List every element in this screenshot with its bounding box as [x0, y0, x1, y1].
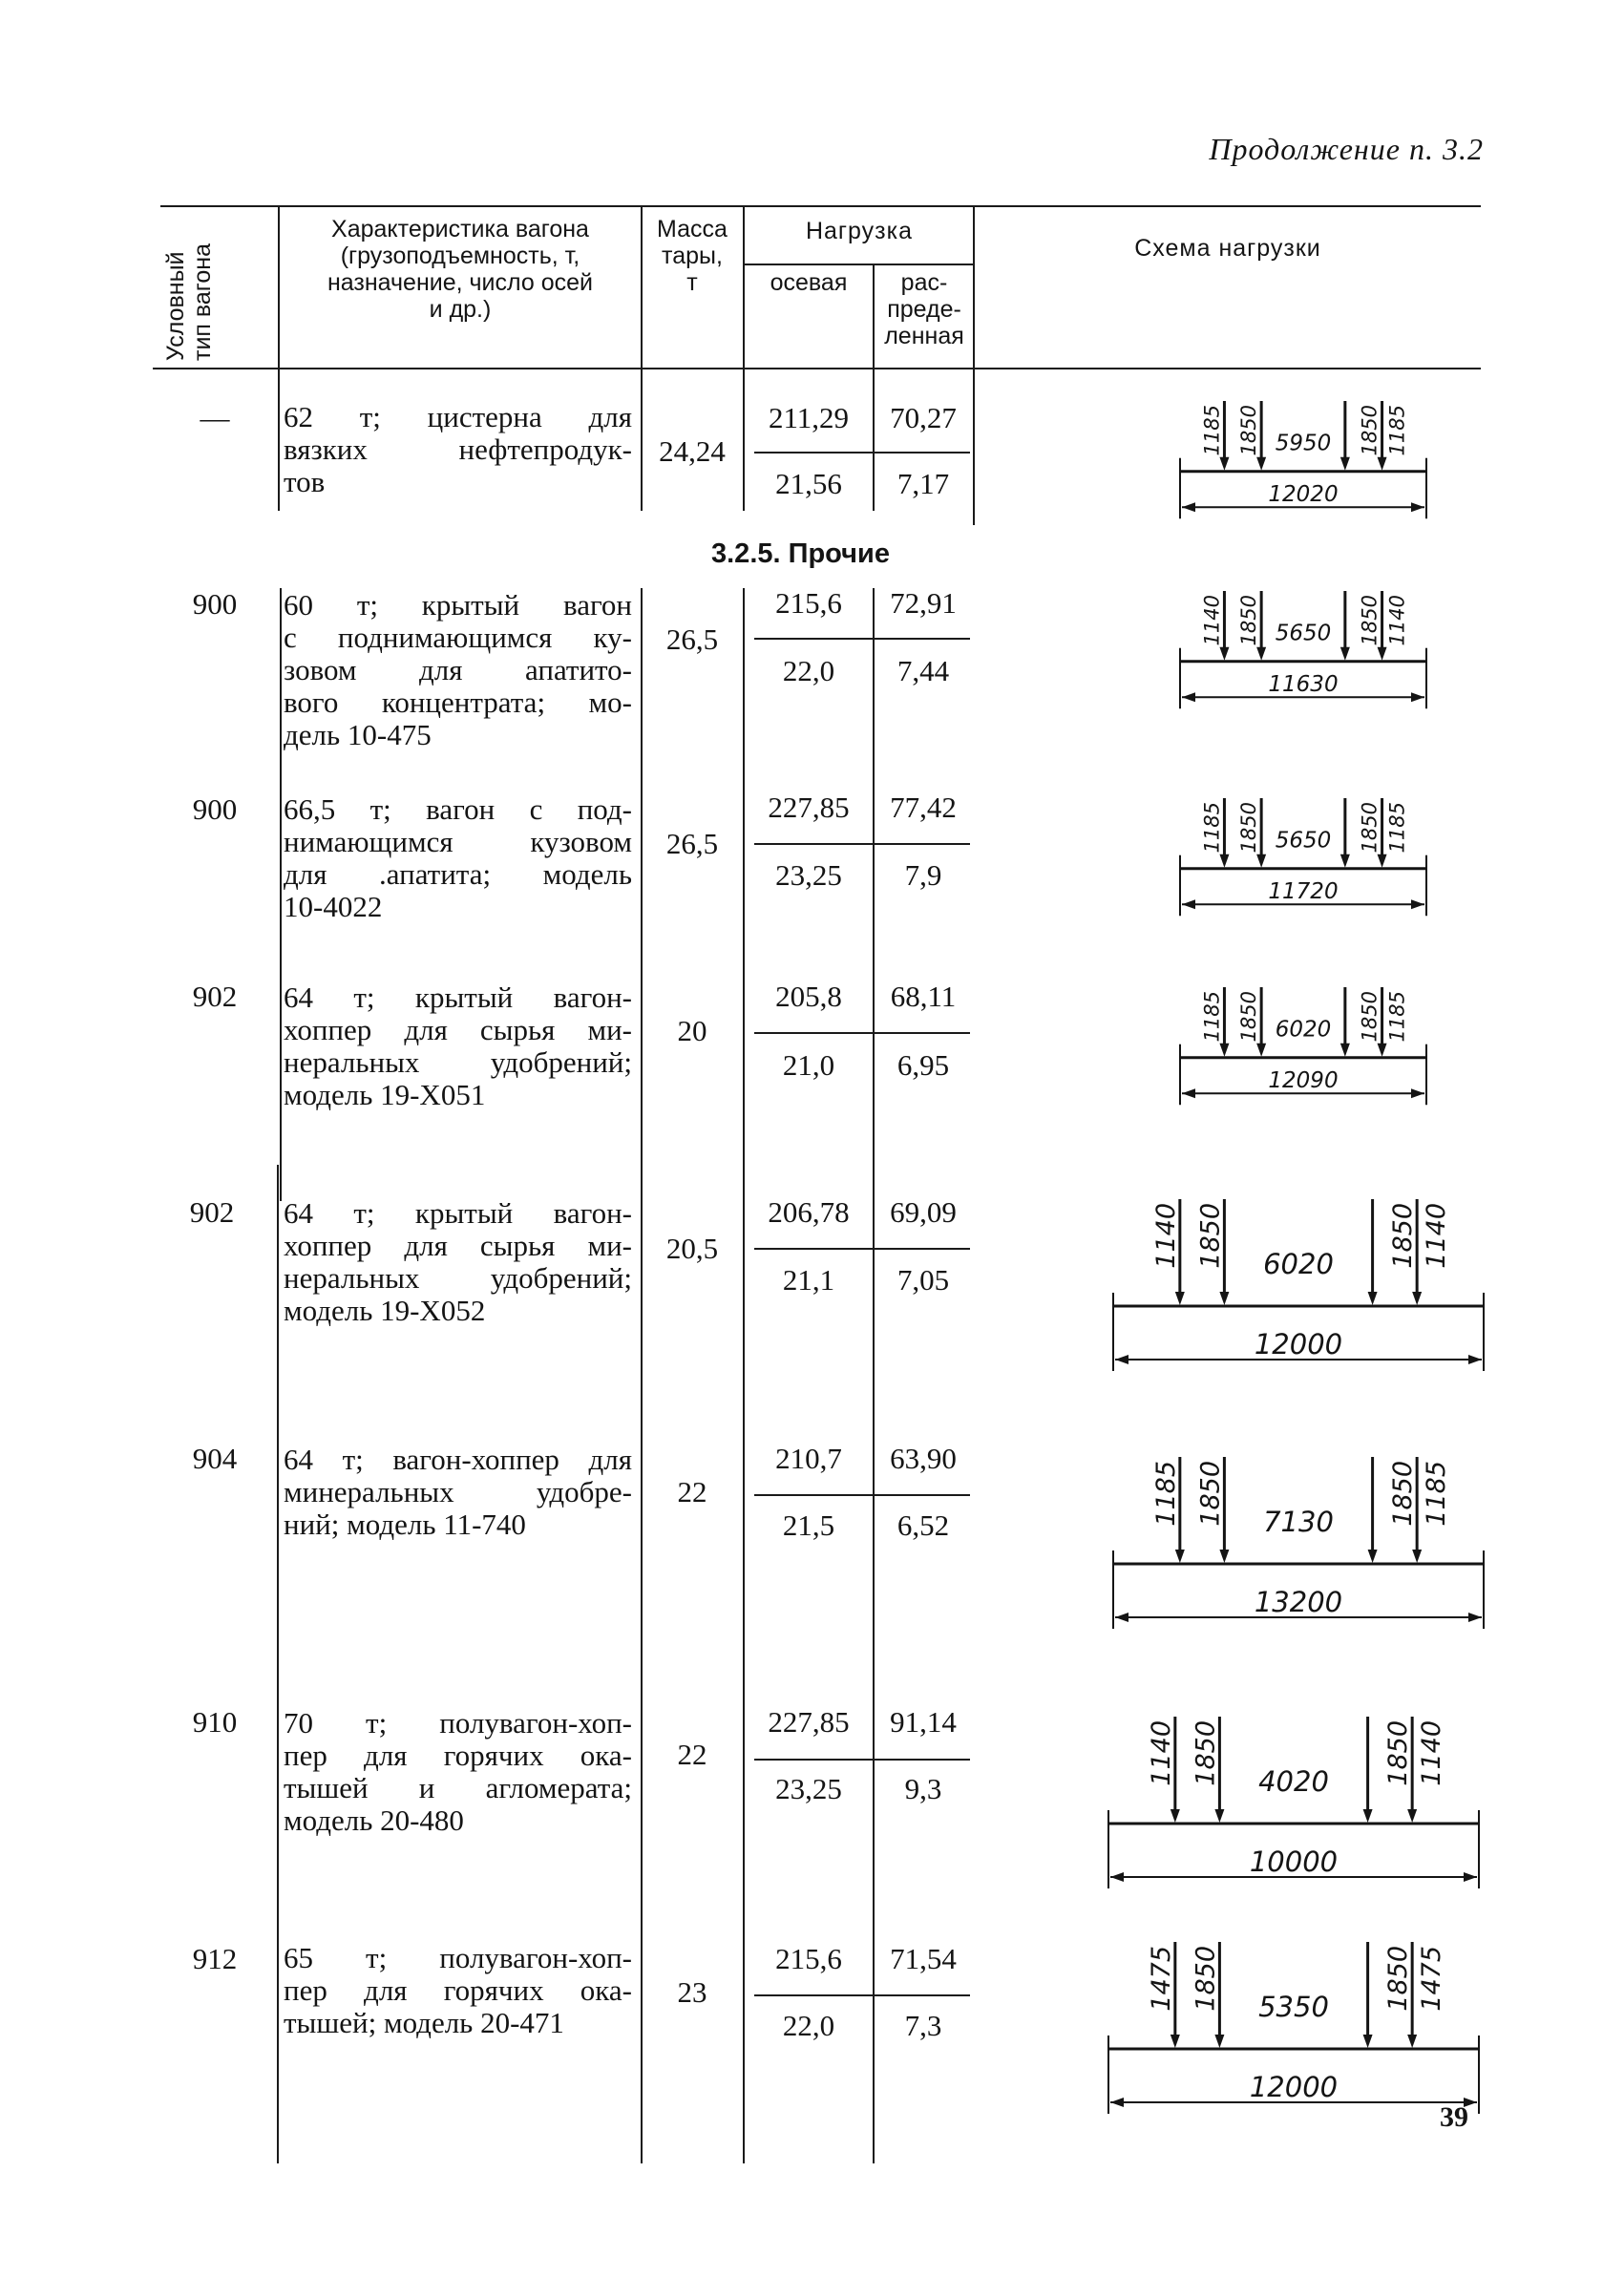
scheme-base-label: 1850 — [1383, 1720, 1414, 1786]
row-dist-top: 72,91 — [890, 586, 957, 620]
header-char-line-3: назначение, число осей — [327, 269, 594, 296]
scheme-dim-arrow-right — [1411, 899, 1424, 909]
scheme-load-arrowhead — [1340, 1044, 1350, 1057]
scheme-base-label: 1850 — [1191, 1946, 1221, 2012]
row-mass: 20 — [677, 1014, 707, 1047]
scheme-load-arrowhead — [1340, 854, 1350, 868]
row-mass: 20,5 — [665, 1232, 719, 1265]
scheme-end-label: 1185 — [1200, 405, 1224, 456]
load-scheme — [1107, 1195, 1489, 1386]
header-char-line-1: Характеристика вагона — [331, 216, 589, 243]
row-description — [284, 793, 632, 923]
col-sep-desc-1 — [278, 368, 280, 511]
scheme-dim-arrow-left — [1182, 1088, 1195, 1098]
scheme-end-label: 1140 — [1150, 1203, 1181, 1269]
row-axial-bottom: 21,0 — [782, 1048, 835, 1082]
scheme-center-label: 5650 — [1275, 828, 1332, 854]
desc-line: 60 т; крытый вагон — [284, 588, 632, 622]
row-dist-bottom: 7,17 — [896, 467, 950, 500]
scheme-dim-arrow-right — [1411, 692, 1424, 702]
scheme-dim-arrow-right — [1411, 502, 1424, 512]
row-axial-bottom: 21,1 — [782, 1263, 835, 1297]
header-mass-line-3: т — [686, 269, 698, 296]
desc-line: 70 т; полувагон-хоп- — [284, 1706, 632, 1740]
header-type — [162, 208, 216, 361]
scheme-total-label: 10000 — [1249, 1846, 1339, 1878]
header-characteristic — [283, 216, 638, 323]
row-dist-top: 68,11 — [890, 980, 957, 1013]
row-fraction-rule — [754, 1248, 970, 1250]
row-fraction-rule — [754, 1759, 970, 1761]
scheme-load-arrowhead — [1407, 2035, 1417, 2048]
scheme-dim-arrow-left — [1182, 692, 1195, 702]
row-description — [284, 401, 632, 498]
row-dist-bottom: 6,52 — [896, 1508, 950, 1542]
scheme-dim-arrow-left — [1182, 899, 1195, 909]
scheme-base-label: 1850 — [1237, 595, 1261, 646]
scheme-base-label: 1850 — [1237, 991, 1261, 1043]
scheme-load-arrowhead — [1368, 1292, 1378, 1305]
desc-line: вязких нефтепродук- — [284, 432, 632, 466]
scheme-total-label: 11630 — [1268, 672, 1339, 698]
col-sep-scheme-1 — [973, 368, 975, 525]
header-char-line-2: (грузоподъемность, т, — [340, 243, 580, 269]
scheme-dim-arrow-right — [1468, 1613, 1482, 1622]
row-mass: 23 — [677, 1975, 707, 2009]
scheme-load-arrowhead — [1363, 2035, 1373, 2048]
header-mass-line-1: Масса — [657, 216, 728, 243]
row-mass: 26,5 — [665, 827, 719, 860]
scheme-load-arrowhead — [1256, 854, 1266, 868]
desc-line: нимающимся кузовом — [284, 825, 632, 858]
scheme-total-label: 12020 — [1268, 482, 1339, 508]
scheme-load-arrowhead — [1363, 1809, 1373, 1823]
scheme-load-arrowhead — [1378, 854, 1387, 868]
scheme-center-label: 5950 — [1275, 431, 1332, 456]
load-scheme — [1103, 1938, 1485, 2129]
desc-line: зовом для апатито- — [284, 653, 632, 686]
row-type: 900 — [192, 587, 238, 621]
load-scheme — [1174, 983, 1432, 1111]
load-scheme — [1174, 397, 1432, 525]
scheme-load-arrowhead — [1171, 2035, 1180, 2048]
header-mass — [643, 216, 742, 296]
scheme-total-label: 12090 — [1268, 1068, 1339, 1094]
row-dist-top: 70,27 — [890, 401, 957, 434]
desc-line: хоппер для сырья ми- — [284, 1013, 632, 1046]
scheme-end-label: 1140 — [1422, 1203, 1452, 1269]
scheme-base-label: 1850 — [1383, 1946, 1414, 2012]
desc-line: модель 20-480 — [284, 1803, 464, 1837]
row-axial-bottom: 22,0 — [782, 2009, 835, 2042]
scheme-dim-arrow-left — [1110, 1872, 1124, 1882]
row-axial-top: 206,78 — [768, 1195, 850, 1229]
scheme-base-label: 1850 — [1358, 405, 1381, 456]
row-axial-top: 205,8 — [775, 980, 842, 1013]
row-dist-bottom: 7,3 — [904, 2009, 942, 2042]
desc-line: неральных удобрений; — [284, 1045, 632, 1079]
row-dist-top: 63,90 — [890, 1442, 957, 1475]
scheme-load-arrowhead — [1214, 1809, 1224, 1823]
desc-line: 64 т; крытый вагон- — [284, 981, 632, 1014]
header-dist-line-2: преде- — [887, 296, 961, 323]
scheme-base-label: 1850 — [1388, 1461, 1419, 1527]
continuation-note: Продолжение п. 3.2 — [1209, 132, 1484, 166]
scheme-dim-arrow-right — [1464, 1872, 1477, 1882]
row-dist-bottom: 9,3 — [904, 1772, 942, 1805]
scheme-center-label: 7130 — [1263, 1506, 1334, 1538]
row-type: — — [200, 401, 230, 434]
row-fraction-rule — [754, 452, 970, 453]
desc-line: тышей и агломерата; — [284, 1771, 632, 1804]
scheme-total-label: 12000 — [1254, 1328, 1343, 1360]
row-type: 910 — [192, 1705, 238, 1739]
scheme-dim-arrow-left — [1110, 2098, 1124, 2107]
row-type: 902 — [189, 1195, 235, 1229]
scheme-load-arrowhead — [1214, 2035, 1224, 2048]
scheme-end-label: 1185 — [1422, 1461, 1452, 1527]
desc-line: неральных удобрений; — [284, 1261, 632, 1295]
scheme-load-arrowhead — [1340, 647, 1350, 661]
load-scheme — [1107, 1453, 1489, 1644]
row-mass: 24,24 — [659, 434, 726, 468]
row-dist-bottom: 7,44 — [896, 654, 950, 687]
col-sep-desc-3 — [277, 1165, 279, 2163]
scheme-load-arrowhead — [1378, 457, 1387, 471]
row-dist-top: 71,54 — [890, 1942, 957, 1975]
desc-line: модель 19-Х051 — [284, 1078, 486, 1111]
scheme-center-label: 5350 — [1258, 1991, 1329, 2023]
desc-line: вого концентрата; мо- — [284, 686, 632, 719]
scheme-end-label: 1140 — [1385, 595, 1409, 646]
scheme-load-arrowhead — [1219, 854, 1229, 868]
row-axial-bottom: 22,0 — [782, 654, 835, 687]
scheme-base-label: 1850 — [1358, 991, 1381, 1043]
desc-line: 65 т; полувагон-хоп- — [284, 1941, 632, 1974]
scheme-center-label: 4020 — [1258, 1765, 1329, 1798]
scheme-base-label: 1850 — [1237, 802, 1261, 854]
scheme-center-label: 6020 — [1275, 1017, 1332, 1043]
scheme-load-arrowhead — [1412, 1550, 1422, 1563]
scheme-load-arrowhead — [1175, 1292, 1185, 1305]
row-dist-top: 77,42 — [890, 791, 957, 824]
scheme-end-label: 1140 — [1417, 1720, 1447, 1786]
scheme-end-label: 1140 — [1146, 1720, 1176, 1786]
scheme-end-label: 1185 — [1385, 991, 1409, 1043]
desc-line: с поднимающимся ку- — [284, 621, 632, 654]
scheme-load-arrowhead — [1256, 1044, 1266, 1057]
header-dist-line-3: ленная — [884, 323, 964, 349]
scheme-dim-arrow-right — [1411, 1088, 1424, 1098]
row-fraction-rule — [754, 1032, 970, 1034]
desc-line: тышей; модель 20-471 — [284, 2006, 564, 2039]
header-sep-1 — [278, 205, 280, 368]
scheme-dim-arrow-left — [1115, 1355, 1128, 1364]
scheme-end-label: 1185 — [1200, 802, 1224, 854]
row-mass: 26,5 — [665, 622, 719, 656]
row-dist-bottom: 7,9 — [904, 858, 942, 892]
row-type: 904 — [192, 1442, 238, 1475]
scheme-load-arrowhead — [1256, 647, 1266, 661]
desc-line: 64 т; вагон-хоппер для — [284, 1443, 632, 1476]
scheme-load-arrowhead — [1412, 1292, 1422, 1305]
scheme-load-arrowhead — [1378, 1044, 1387, 1057]
scheme-load-arrowhead — [1219, 1292, 1229, 1305]
row-type: 912 — [192, 1942, 238, 1975]
scheme-load-arrowhead — [1219, 457, 1229, 471]
scheme-total-label: 11720 — [1268, 879, 1339, 905]
row-description — [284, 981, 632, 1111]
scheme-load-arrowhead — [1219, 1044, 1229, 1057]
scheme-dim-arrow-left — [1182, 502, 1195, 512]
desc-line: для .апатита; модель — [284, 857, 632, 891]
load-scheme — [1174, 587, 1432, 715]
scheme-base-label: 1850 — [1195, 1203, 1226, 1269]
row-mass: 22 — [677, 1475, 707, 1508]
desc-line: минеральных удобре- — [284, 1475, 632, 1508]
desc-line: хоппер для сырья ми- — [284, 1229, 632, 1262]
desc-line: ний; модель 11-740 — [284, 1508, 526, 1541]
header-axial: осевая — [770, 269, 848, 296]
desc-line: модель 19-Х052 — [284, 1294, 486, 1327]
row-fraction-rule — [754, 1994, 970, 1996]
header-distributed — [875, 269, 973, 349]
row-type: 900 — [192, 792, 238, 826]
header-dist-line-1: рас- — [900, 269, 948, 296]
load-subheader-rule — [745, 264, 975, 265]
row-axial-top: 211,29 — [768, 401, 850, 434]
row-axial-bottom: 21,5 — [782, 1508, 835, 1542]
row-fraction-rule — [754, 638, 970, 640]
desc-line: 64 т; крытый вагон- — [284, 1196, 632, 1230]
scheme-base-label: 1850 — [1237, 405, 1261, 456]
header-type-line-1: Условный — [162, 251, 189, 361]
desc-line: пер для горячих ока- — [284, 1973, 632, 2007]
scheme-load-arrowhead — [1219, 1550, 1229, 1563]
page-number: 39 — [1440, 2101, 1468, 2133]
row-description — [284, 1444, 632, 1541]
desc-line: 62 т; цистерна для — [284, 400, 632, 433]
row-description — [284, 1707, 632, 1837]
section-title: 3.2.5. Прочие — [711, 538, 890, 569]
scheme-base-label: 1850 — [1191, 1720, 1221, 1786]
row-fraction-rule — [754, 1494, 970, 1496]
desc-line: 10-4022 — [284, 890, 383, 923]
scheme-load-arrowhead — [1171, 1809, 1180, 1823]
row-dist-top: 69,09 — [890, 1195, 957, 1229]
scheme-load-arrowhead — [1340, 457, 1350, 471]
scheme-total-label: 13200 — [1254, 1586, 1343, 1618]
col-sep-mass-2 — [641, 588, 643, 2163]
scheme-load-arrowhead — [1219, 647, 1229, 661]
desc-line: 66,5 т; вагон с под- — [284, 792, 632, 826]
scheme-end-label: 1185 — [1385, 802, 1409, 854]
row-description — [284, 1942, 632, 2039]
scheme-total-label: 12000 — [1249, 2071, 1339, 2103]
scheme-load-arrowhead — [1407, 1809, 1417, 1823]
load-scheme — [1103, 1713, 1485, 1904]
scheme-end-label: 1185 — [1200, 991, 1224, 1043]
row-description — [284, 589, 632, 751]
row-dist-bottom: 6,95 — [896, 1048, 950, 1082]
header-sep-4 — [873, 264, 875, 368]
scheme-end-label: 1185 — [1150, 1461, 1181, 1527]
row-type: 902 — [192, 980, 238, 1013]
scheme-load-arrowhead — [1368, 1550, 1378, 1563]
header-char-line-4: и др.) — [429, 296, 492, 323]
row-axial-top: 215,6 — [775, 586, 842, 620]
scheme-end-label: 1475 — [1146, 1946, 1176, 2012]
scheme-end-label: 1185 — [1385, 405, 1409, 456]
row-dist-top: 91,14 — [890, 1705, 957, 1739]
scheme-center-label: 5650 — [1275, 621, 1332, 646]
row-axial-top: 215,6 — [775, 1942, 842, 1975]
scheme-center-label: 6020 — [1263, 1248, 1334, 1280]
header-load: Нагрузка — [805, 218, 914, 244]
header-scheme: Схема нагрузки — [1134, 235, 1321, 262]
scheme-base-label: 1850 — [1388, 1203, 1419, 1269]
desc-line: дель 10-475 — [284, 718, 432, 751]
load-scheme — [1174, 794, 1432, 922]
desc-line: тов — [284, 465, 326, 498]
row-axial-bottom: 23,25 — [775, 858, 842, 892]
scheme-end-label: 1140 — [1200, 595, 1224, 646]
row-axial-bottom: 23,25 — [775, 1772, 842, 1805]
scheme-load-arrowhead — [1175, 1550, 1185, 1563]
header-top-rule — [160, 205, 1481, 207]
scheme-load-arrowhead — [1378, 647, 1387, 661]
header-mass-line-2: тары, — [662, 243, 723, 269]
scheme-base-label: 1850 — [1358, 595, 1381, 646]
scheme-load-arrowhead — [1256, 457, 1266, 471]
row-description — [284, 1197, 632, 1327]
scheme-end-label: 1475 — [1417, 1946, 1447, 2012]
scheme-dim-arrow-right — [1468, 1355, 1482, 1364]
col-sep-desc-2 — [280, 588, 282, 1201]
header-bottom-rule — [153, 368, 1481, 369]
header-type-line-2: тип вагона — [189, 243, 216, 361]
row-axial-bottom: 21,56 — [775, 467, 842, 500]
scheme-dim-arrow-left — [1115, 1613, 1128, 1622]
scheme-base-label: 1850 — [1195, 1461, 1226, 1527]
row-mass: 22 — [677, 1738, 707, 1771]
row-dist-bottom: 7,05 — [896, 1263, 950, 1297]
desc-line: пер для горячих ока- — [284, 1739, 632, 1772]
row-axial-top: 210,7 — [775, 1442, 842, 1475]
scheme-base-label: 1850 — [1358, 802, 1381, 854]
row-fraction-rule — [754, 843, 970, 845]
row-axial-top: 227,85 — [768, 1705, 850, 1739]
row-axial-top: 227,85 — [768, 791, 850, 824]
